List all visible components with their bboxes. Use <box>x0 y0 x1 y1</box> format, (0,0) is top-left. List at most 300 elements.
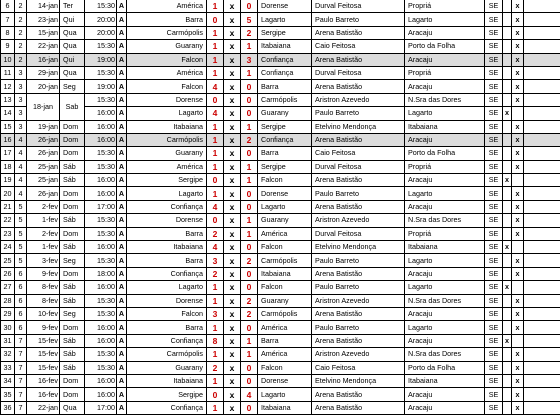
match-weekday: Seg <box>60 307 85 320</box>
match-date: 15-fev <box>27 361 60 374</box>
blank-cell <box>524 13 560 26</box>
match-category: A <box>117 160 127 173</box>
row-number: 34 <box>1 374 15 387</box>
home-team: Dorense <box>127 214 207 227</box>
match-weekday: Sáb <box>60 160 85 173</box>
city-name: Lagarto <box>405 187 485 200</box>
row-number: 17 <box>1 147 15 160</box>
home-team: América <box>127 0 207 13</box>
blank-cell <box>524 267 560 280</box>
home-score: 0 <box>207 388 224 401</box>
mark-1 <box>503 80 512 93</box>
match-time: 15:30 <box>85 307 117 320</box>
away-score: 2 <box>241 254 258 267</box>
away-score: 1 <box>241 348 258 361</box>
state-code: SE <box>485 227 503 240</box>
away-team: Dorense <box>258 0 312 13</box>
home-team: Itabaiana <box>127 120 207 133</box>
mark-2: x <box>512 254 524 267</box>
mark-1: x <box>503 281 512 294</box>
blank-cell <box>524 53 560 66</box>
state-code: SE <box>485 13 503 26</box>
home-score: 0 <box>207 13 224 26</box>
round-number: 7 <box>15 401 27 414</box>
away-score: 1 <box>241 227 258 240</box>
home-score: 1 <box>207 401 224 414</box>
round-number: 6 <box>15 307 27 320</box>
match-category: A <box>117 200 127 213</box>
away-score: 0 <box>241 267 258 280</box>
match-category: A <box>117 187 127 200</box>
mark-2: x <box>512 348 524 361</box>
home-score: 1 <box>207 374 224 387</box>
stadium-name: Paulo Barreto <box>312 281 405 294</box>
city-name: Aracaju <box>405 334 485 347</box>
home-team: Lagarto <box>127 187 207 200</box>
round-number: 2 <box>15 26 27 39</box>
match-weekday: Qui <box>60 53 85 66</box>
mark-1 <box>503 187 512 200</box>
away-score: 1 <box>241 334 258 347</box>
row-number: 29 <box>1 307 15 320</box>
state-code: SE <box>485 388 503 401</box>
match-date: 16-jan <box>27 53 60 66</box>
round-number: 3 <box>15 80 27 93</box>
score-separator: x <box>224 348 241 361</box>
row-number: 14 <box>1 107 15 120</box>
away-score: 2 <box>241 26 258 39</box>
row-number: 32 <box>1 348 15 361</box>
away-score: 0 <box>241 80 258 93</box>
mark-2: x <box>512 40 524 53</box>
stadium-name: Arena Batistão <box>312 334 405 347</box>
score-separator: x <box>224 66 241 79</box>
home-score: 1 <box>207 147 224 160</box>
state-code: SE <box>485 133 503 146</box>
row-number: 27 <box>1 281 15 294</box>
state-code: SE <box>485 147 503 160</box>
away-team: Itabaiana <box>258 267 312 280</box>
blank-cell <box>524 334 560 347</box>
stadium-name: Arena Batistão <box>312 267 405 280</box>
home-team: América <box>127 160 207 173</box>
mark-1 <box>503 26 512 39</box>
score-separator: x <box>224 133 241 146</box>
row-number: 35 <box>1 388 15 401</box>
home-team: Confiança <box>127 401 207 414</box>
row-number: 28 <box>1 294 15 307</box>
score-separator: x <box>224 187 241 200</box>
home-score: 1 <box>207 187 224 200</box>
away-team: Guarany <box>258 107 312 120</box>
match-date: 22-jan <box>27 40 60 53</box>
match-time: 16:00 <box>85 281 117 294</box>
table-row <box>1 334 560 347</box>
score-separator: x <box>224 214 241 227</box>
mark-1 <box>503 401 512 414</box>
match-time: 16:00 <box>85 388 117 401</box>
blank-cell <box>524 40 560 53</box>
state-code: SE <box>485 26 503 39</box>
blank-cell <box>524 214 560 227</box>
mark-1 <box>503 0 512 13</box>
match-time: 16:00 <box>85 120 117 133</box>
city-name: Lagarto <box>405 281 485 294</box>
round-number: 6 <box>15 267 27 280</box>
city-name: Aracaju <box>405 200 485 213</box>
stadium-name: Etelvino Mendonça <box>312 374 405 387</box>
city-name: N.Sra das Dores <box>405 348 485 361</box>
stadium-name: Arena Batistão <box>312 200 405 213</box>
match-date: 16-fev <box>27 374 60 387</box>
round-number: 2 <box>15 40 27 53</box>
home-score: 4 <box>207 80 224 93</box>
table-row <box>1 214 560 227</box>
blank-cell <box>524 401 560 414</box>
table-row <box>1 267 560 280</box>
match-date: 26-jan <box>27 147 60 160</box>
stadium-name: Aristron Azevedo <box>312 294 405 307</box>
mark-2: x <box>512 53 524 66</box>
match-time: 16:00 <box>85 107 117 120</box>
round-number: 3 <box>15 66 27 79</box>
table-row <box>1 187 560 200</box>
away-team: Falcon <box>258 241 312 254</box>
home-score: 0 <box>207 214 224 227</box>
blank-cell <box>524 307 560 320</box>
stadium-name: Arena Batistão <box>312 80 405 93</box>
match-weekday: Dom <box>60 200 85 213</box>
match-date: 9-fev <box>27 321 60 334</box>
match-category: A <box>117 307 127 320</box>
stadium-name: Aristron Azevedo <box>312 214 405 227</box>
away-score: 0 <box>241 107 258 120</box>
score-separator: x <box>224 267 241 280</box>
blank-cell <box>524 120 560 133</box>
mark-2: x <box>512 0 524 13</box>
round-number: 4 <box>15 147 27 160</box>
home-score: 1 <box>207 26 224 39</box>
round-number: 5 <box>15 254 27 267</box>
round-number: 2 <box>15 0 27 13</box>
match-time: 17:00 <box>85 200 117 213</box>
round-number: 3 <box>15 107 27 120</box>
city-name: Itabaiana <box>405 241 485 254</box>
stadium-name: Arena Batistão <box>312 133 405 146</box>
blank-cell <box>524 147 560 160</box>
mark-2: x <box>512 321 524 334</box>
match-date: 2-fev <box>27 227 60 240</box>
table-row <box>1 200 560 213</box>
home-team: Confiança <box>127 267 207 280</box>
round-number: 2 <box>15 13 27 26</box>
away-team: Dorense <box>258 374 312 387</box>
city-name: Aracaju <box>405 401 485 414</box>
match-category: A <box>117 401 127 414</box>
state-code: SE <box>485 241 503 254</box>
score-separator: x <box>224 200 241 213</box>
match-category: A <box>117 174 127 187</box>
blank-cell <box>524 348 560 361</box>
stadium-name: Etelvino Mendonça <box>312 241 405 254</box>
mark-2: x <box>512 307 524 320</box>
mark-1 <box>503 66 512 79</box>
score-separator: x <box>224 80 241 93</box>
match-category: A <box>117 334 127 347</box>
blank-cell <box>524 241 560 254</box>
state-code: SE <box>485 401 503 414</box>
table-row <box>1 133 560 146</box>
table-row <box>1 26 560 39</box>
blank-cell <box>524 294 560 307</box>
home-team: Dorense <box>127 294 207 307</box>
mark-2 <box>512 334 524 347</box>
away-team: Confiança <box>258 66 312 79</box>
round-number: 6 <box>15 281 27 294</box>
match-weekday: Seg <box>60 254 85 267</box>
mark-2: x <box>512 120 524 133</box>
stadium-name: Caio Feitosa <box>312 361 405 374</box>
away-score: 0 <box>241 361 258 374</box>
table-row <box>1 174 560 187</box>
state-code: SE <box>485 40 503 53</box>
away-score: 0 <box>241 200 258 213</box>
home-team: Falcon <box>127 53 207 66</box>
round-number: 4 <box>15 160 27 173</box>
table-row <box>1 307 560 320</box>
row-number: 30 <box>1 321 15 334</box>
away-score: 2 <box>241 294 258 307</box>
match-category: A <box>117 281 127 294</box>
state-code: SE <box>485 281 503 294</box>
state-code: SE <box>485 307 503 320</box>
match-date: 22-jan <box>27 401 60 414</box>
mark-2: x <box>512 187 524 200</box>
home-score: 1 <box>207 66 224 79</box>
table-row <box>1 53 560 66</box>
stadium-name: Durval Feitosa <box>312 66 405 79</box>
away-team: Falcon <box>258 361 312 374</box>
match-time: 15:30 <box>85 214 117 227</box>
match-weekday: Qua <box>60 401 85 414</box>
home-team: Barra <box>127 227 207 240</box>
match-time: 20:00 <box>85 13 117 26</box>
row-number: 19 <box>1 174 15 187</box>
match-date: 19-jan <box>27 120 60 133</box>
table-row <box>1 294 560 307</box>
match-category: A <box>117 227 127 240</box>
home-team: Barra <box>127 321 207 334</box>
table-row <box>1 361 560 374</box>
row-number: 33 <box>1 361 15 374</box>
score-separator: x <box>224 120 241 133</box>
row-number: 7 <box>1 13 15 26</box>
home-team: Guarany <box>127 147 207 160</box>
match-weekday: Dom <box>60 187 85 200</box>
score-separator: x <box>224 241 241 254</box>
home-score: 2 <box>207 267 224 280</box>
row-number: 21 <box>1 200 15 213</box>
match-category: A <box>117 294 127 307</box>
mark-2: x <box>512 374 524 387</box>
state-code: SE <box>485 93 503 106</box>
blank-cell <box>524 227 560 240</box>
city-name: Aracaju <box>405 388 485 401</box>
away-team: Barra <box>258 80 312 93</box>
home-team: Guarany <box>127 361 207 374</box>
mark-2: x <box>512 26 524 39</box>
match-category: A <box>117 107 127 120</box>
score-separator: x <box>224 174 241 187</box>
round-number: 7 <box>15 334 27 347</box>
blank-cell <box>524 93 560 106</box>
match-time: 18:00 <box>85 267 117 280</box>
city-name: Itabaiana <box>405 120 485 133</box>
round-number: 6 <box>15 321 27 334</box>
mark-2: x <box>512 388 524 401</box>
home-team: Confiança <box>127 334 207 347</box>
match-category: A <box>117 40 127 53</box>
state-code: SE <box>485 267 503 280</box>
state-code: SE <box>485 187 503 200</box>
mark-1 <box>503 133 512 146</box>
table-row <box>1 321 560 334</box>
blank-cell <box>524 361 560 374</box>
match-weekday: Sáb <box>60 214 85 227</box>
mark-2: x <box>512 93 524 106</box>
match-weekday: Sáb <box>60 348 85 361</box>
match-category: A <box>117 120 127 133</box>
match-weekday: Sáb <box>60 281 85 294</box>
home-team: Itabaiana <box>127 241 207 254</box>
mark-1: x <box>503 107 512 120</box>
home-score: 1 <box>207 40 224 53</box>
match-date: 1-fev <box>27 241 60 254</box>
table-row <box>1 401 560 414</box>
blank-cell <box>524 321 560 334</box>
score-separator: x <box>224 26 241 39</box>
score-separator: x <box>224 53 241 66</box>
blank-cell <box>524 281 560 294</box>
away-score: 0 <box>241 187 258 200</box>
mark-1 <box>503 40 512 53</box>
mark-2: x <box>512 13 524 26</box>
mark-2: x <box>512 66 524 79</box>
table-row <box>1 388 560 401</box>
table-row <box>1 93 560 106</box>
mark-1 <box>503 120 512 133</box>
match-category: A <box>117 321 127 334</box>
away-team: Carmópolis <box>258 93 312 106</box>
home-score: 4 <box>207 200 224 213</box>
match-time: 15:30 <box>85 227 117 240</box>
home-team: Guarany <box>127 40 207 53</box>
match-category: A <box>117 133 127 146</box>
mark-1 <box>503 227 512 240</box>
state-code: SE <box>485 254 503 267</box>
home-team: Carmópolis <box>127 26 207 39</box>
mark-2 <box>512 174 524 187</box>
city-name: N.Sra das Dores <box>405 214 485 227</box>
away-team: Falcon <box>258 281 312 294</box>
state-code: SE <box>485 160 503 173</box>
row-number: 23 <box>1 227 15 240</box>
away-team: América <box>258 227 312 240</box>
table-row <box>1 281 560 294</box>
stadium-name: Durval Feitosa <box>312 160 405 173</box>
table-row <box>1 80 560 93</box>
stadium-name: Aristron Azevedo <box>312 348 405 361</box>
state-code: SE <box>485 361 503 374</box>
match-time: 15:30 <box>85 147 117 160</box>
table-row <box>1 0 560 13</box>
stadium-name: Etelvino Mendonça <box>312 120 405 133</box>
match-time: 16:00 <box>85 241 117 254</box>
state-code: SE <box>485 0 503 13</box>
match-category: A <box>117 214 127 227</box>
stadium-name: Arena Batistão <box>312 26 405 39</box>
blank-cell <box>524 374 560 387</box>
match-time: 15:30 <box>85 294 117 307</box>
away-score: 1 <box>241 174 258 187</box>
round-number: 4 <box>15 133 27 146</box>
mark-2: x <box>512 214 524 227</box>
home-score: 1 <box>207 321 224 334</box>
match-weekday: Dom <box>60 120 85 133</box>
home-score: 4 <box>207 107 224 120</box>
state-code: SE <box>485 120 503 133</box>
score-separator: x <box>224 307 241 320</box>
state-code: SE <box>485 66 503 79</box>
stadium-name: Durval Feitosa <box>312 0 405 13</box>
match-weekday: Sáb <box>60 294 85 307</box>
match-weekday: Dom <box>60 267 85 280</box>
mark-2 <box>512 281 524 294</box>
match-weekday: Sab <box>60 93 85 120</box>
home-team: Carmópolis <box>127 133 207 146</box>
round-number: 7 <box>15 374 27 387</box>
stadium-name: Arena Batistão <box>312 174 405 187</box>
home-team: Carmópolis <box>127 348 207 361</box>
table-row <box>1 241 560 254</box>
row-number: 20 <box>1 187 15 200</box>
state-code: SE <box>485 107 503 120</box>
match-weekday: Sáb <box>60 174 85 187</box>
match-weekday: Qua <box>60 40 85 53</box>
home-score: 1 <box>207 133 224 146</box>
mark-1 <box>503 214 512 227</box>
match-date: 16-fev <box>27 388 60 401</box>
table-row <box>1 13 560 26</box>
city-name: Lagarto <box>405 107 485 120</box>
away-team: Barra <box>258 334 312 347</box>
mark-1: x <box>503 174 512 187</box>
away-team: América <box>258 348 312 361</box>
home-team: Lagarto <box>127 281 207 294</box>
city-name: Propriá <box>405 227 485 240</box>
match-time: 15:30 <box>85 160 117 173</box>
score-separator: x <box>224 294 241 307</box>
stadium-name: Caio Feitosa <box>312 147 405 160</box>
mark-1 <box>503 13 512 26</box>
match-category: A <box>117 241 127 254</box>
mark-2: x <box>512 267 524 280</box>
match-category: A <box>117 361 127 374</box>
away-score: 2 <box>241 307 258 320</box>
score-separator: x <box>224 361 241 374</box>
home-score: 1 <box>207 281 224 294</box>
mark-2: x <box>512 80 524 93</box>
